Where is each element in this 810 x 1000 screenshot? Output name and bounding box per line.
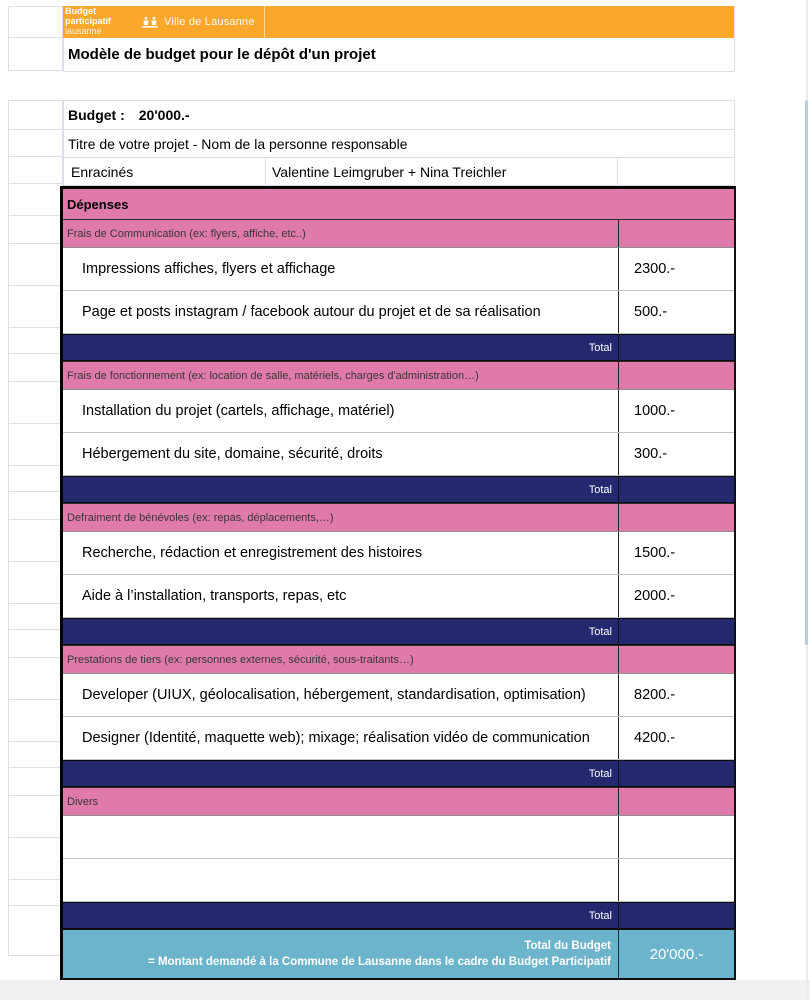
category-amount-cell[interactable] [619, 362, 734, 389]
item-amount: 4200.- [634, 730, 676, 746]
item-amount: 300.- [634, 446, 668, 462]
expense-sections [63, 219, 734, 929]
section-total-label-cell[interactable] [63, 477, 619, 502]
section-total-row [63, 618, 734, 645]
row-header-cell[interactable] [8, 215, 63, 244]
expense-item-row [63, 674, 734, 717]
section-total-amount-cell[interactable] [619, 335, 734, 360]
row-header-cell[interactable] [8, 699, 63, 742]
section-total-label-cell[interactable] [63, 619, 619, 644]
section-total-label: Total [588, 909, 612, 922]
item-label-cell[interactable] [63, 532, 619, 574]
subtitle-text: Titre de votre projet - Nom de la personne responsable [68, 135, 408, 152]
expense-item-row [63, 575, 734, 618]
item-amount-cell[interactable] [619, 390, 734, 432]
row-header-cell[interactable] [8, 100, 63, 130]
item-amount: 2300.- [634, 261, 676, 277]
row-header-cell[interactable] [8, 741, 63, 768]
category-label-cell[interactable] [63, 788, 619, 815]
item-label-cell[interactable] [63, 674, 619, 716]
section-total-label: Total [588, 483, 612, 496]
section-total-amount-cell[interactable] [619, 477, 734, 502]
section-total-row [63, 476, 734, 503]
row-header-cell[interactable] [8, 603, 63, 630]
row-header-column-top [8, 6, 63, 71]
section-total-row [63, 760, 734, 787]
expense-item-row [63, 816, 734, 859]
item-label-cell[interactable] [63, 248, 619, 290]
item-label: Aide à l’installation, transports, repas, etc [82, 588, 347, 604]
row-header-cell[interactable] [8, 37, 63, 71]
item-label: Page et posts instagram / facebook autour du projet et de sa réalisation [82, 304, 541, 320]
grand-total-line1: Total du Budget [524, 939, 611, 952]
logo-line3: lausanne [65, 25, 102, 36]
section-total-label-cell[interactable] [63, 903, 619, 928]
item-label: Recherche, rédaction et enregistrement des histoires [82, 545, 423, 561]
category-label: Frais de fonctionnement (ex: location de salle, matériels, charges d'administration…) [67, 369, 479, 382]
item-amount: 1000.- [634, 403, 676, 419]
item-label: Designer (Identité, maquette web); mixage; réalisation vidéo de communication [82, 730, 590, 746]
expenses-title: Dépenses [67, 196, 129, 212]
section-total-row [63, 334, 734, 361]
item-amount-cell[interactable] [619, 433, 734, 475]
item-amount-cell[interactable] [619, 717, 734, 759]
grand-total-row [63, 929, 734, 978]
item-label-cell[interactable] [63, 575, 619, 617]
project-empty-cell[interactable] [618, 158, 734, 185]
category-amount-cell[interactable] [619, 788, 734, 815]
logo-line2: participatif [65, 16, 112, 27]
logo-cell[interactable] [63, 6, 265, 38]
section-total-row [63, 902, 734, 929]
orange-header-band [63, 6, 735, 38]
item-label-cell[interactable] [63, 717, 619, 759]
section-total-label-cell[interactable] [63, 335, 619, 360]
item-label-cell[interactable] [63, 433, 619, 475]
subtitle-row[interactable] [63, 130, 735, 158]
info-table [63, 100, 735, 186]
row-header-cell[interactable] [8, 129, 63, 157]
category-row [63, 645, 734, 674]
item-label: Installation du projet (cartels, affichage, matériel) [82, 403, 395, 419]
budget-value: 20'000.- [138, 107, 190, 123]
row-header-cell[interactable] [8, 6, 63, 38]
category-label-cell[interactable] [63, 504, 619, 531]
expenses-block [60, 186, 736, 980]
row-header-cell[interactable] [8, 156, 63, 184]
category-amount-cell[interactable] [619, 646, 734, 673]
category-row [63, 503, 734, 532]
item-amount: 1500.- [634, 545, 676, 561]
category-row [63, 219, 734, 248]
row-header-cell[interactable] [8, 381, 63, 424]
expense-item-row [63, 390, 734, 433]
ville-de-lausanne-label: Ville de Lausanne [164, 16, 255, 28]
expenses-title-cell[interactable] [63, 189, 734, 219]
row-header-cell[interactable] [8, 491, 63, 520]
item-amount: 2000.- [634, 588, 676, 604]
project-row [63, 158, 735, 186]
row-header-cell[interactable] [8, 183, 63, 216]
item-amount-cell[interactable] [619, 859, 734, 901]
category-label-cell[interactable] [63, 362, 619, 389]
item-label: Developer (UIUX, géolocalisation, hébergement, standardisation, optimisation) [82, 687, 586, 703]
item-amount-cell[interactable] [619, 674, 734, 716]
section-total-label: Total [588, 341, 612, 354]
document-title-cell[interactable] [63, 38, 735, 72]
item-amount-cell[interactable] [619, 291, 734, 333]
item-label-cell[interactable] [63, 390, 619, 432]
project-name-cell[interactable] [64, 158, 266, 185]
item-label: Hébergement du site, domaine, sécurité, droits [82, 446, 383, 462]
category-amount-cell[interactable] [619, 504, 734, 531]
category-label: Divers [67, 795, 99, 808]
item-amount-cell[interactable] [619, 575, 734, 617]
scrollbar-thumb[interactable] [805, 100, 808, 645]
grand-total-label-cell[interactable] [63, 930, 619, 978]
document-title: Modèle de budget pour le dépôt d'un projet [68, 46, 376, 63]
item-label-cell[interactable] [63, 816, 619, 858]
item-amount: 500.- [634, 304, 668, 320]
row-header-cell[interactable] [8, 519, 63, 562]
row-header-cell[interactable] [8, 629, 63, 658]
section-total-label-cell[interactable] [63, 761, 619, 786]
ville-de-lausanne-emblem-icon [141, 16, 159, 29]
row-header-cell[interactable] [8, 767, 63, 796]
category-label-cell[interactable] [63, 220, 619, 247]
grand-total-amount-cell[interactable] [619, 930, 734, 978]
category-amount-cell[interactable] [619, 220, 734, 247]
banner-table [63, 6, 735, 72]
expense-item-row [63, 248, 734, 291]
project-name: Enracinés [71, 163, 134, 180]
row-header-column-main [8, 100, 63, 956]
row-header-cell[interactable] [8, 795, 63, 838]
item-amount-cell[interactable] [619, 532, 734, 574]
row-header-cell[interactable] [8, 561, 63, 604]
item-label-cell[interactable] [63, 859, 619, 901]
row-header-cell[interactable] [8, 353, 63, 382]
category-row [63, 787, 734, 816]
row-header-cell[interactable] [8, 465, 63, 492]
category-row [63, 361, 734, 390]
item-label-cell[interactable] [63, 291, 619, 333]
row-header-cell[interactable] [8, 657, 63, 700]
orange-empty-cell[interactable] [265, 6, 735, 38]
sheet-bottom-margin [0, 980, 810, 1000]
expense-item-row [63, 717, 734, 760]
row-header-cell[interactable] [8, 423, 63, 466]
category-label: Frais de Communication (ex: flyers, affiche, etc..) [67, 227, 306, 240]
category-label: Prestations de tiers (ex: personnes externes, sécurité, sous-traitants…) [67, 653, 414, 666]
expense-item-row [63, 532, 734, 575]
item-amount-cell[interactable] [619, 248, 734, 290]
row-header-cell[interactable] [8, 905, 63, 956]
item-amount-cell[interactable] [619, 816, 734, 858]
ville-de-lausanne-logo [141, 16, 255, 29]
item-amount: 8200.- [634, 687, 676, 703]
expense-item-row [63, 433, 734, 476]
category-label-cell[interactable] [63, 646, 619, 673]
row-header-cell[interactable] [8, 243, 63, 286]
section-total-amount-cell[interactable] [619, 619, 734, 644]
grand-total-line2: = Montant demandé à la Commune de Lausanne dans le cadre du Budget Participatif [148, 956, 611, 968]
budget-participatif-logo [63, 7, 111, 36]
section-total-label: Total [588, 625, 612, 638]
section-total-amount-cell[interactable] [619, 761, 734, 786]
responsables-cell[interactable] [266, 158, 618, 185]
expense-item-row [63, 291, 734, 334]
row-header-cell[interactable] [8, 327, 63, 354]
section-total-amount-cell[interactable] [619, 903, 734, 928]
expense-item-row [63, 859, 734, 902]
responsables-names: Valentine Leimgruber + Nina Treichler [272, 163, 507, 180]
section-total-label: Total [588, 767, 612, 780]
row-header-cell[interactable] [8, 285, 63, 328]
item-label: Impressions affiches, flyers et affichage [82, 261, 336, 277]
grand-total-amount: 20'000.- [649, 945, 704, 963]
budget-label: Budget : [68, 107, 125, 123]
logo-line1: Budget [65, 6, 96, 17]
budget-row[interactable] [63, 100, 735, 130]
row-header-cell[interactable] [8, 879, 63, 906]
category-label: Defraiment de bénévoles (ex: repas, déplacements,…) [67, 511, 334, 524]
row-header-cell[interactable] [8, 837, 63, 880]
